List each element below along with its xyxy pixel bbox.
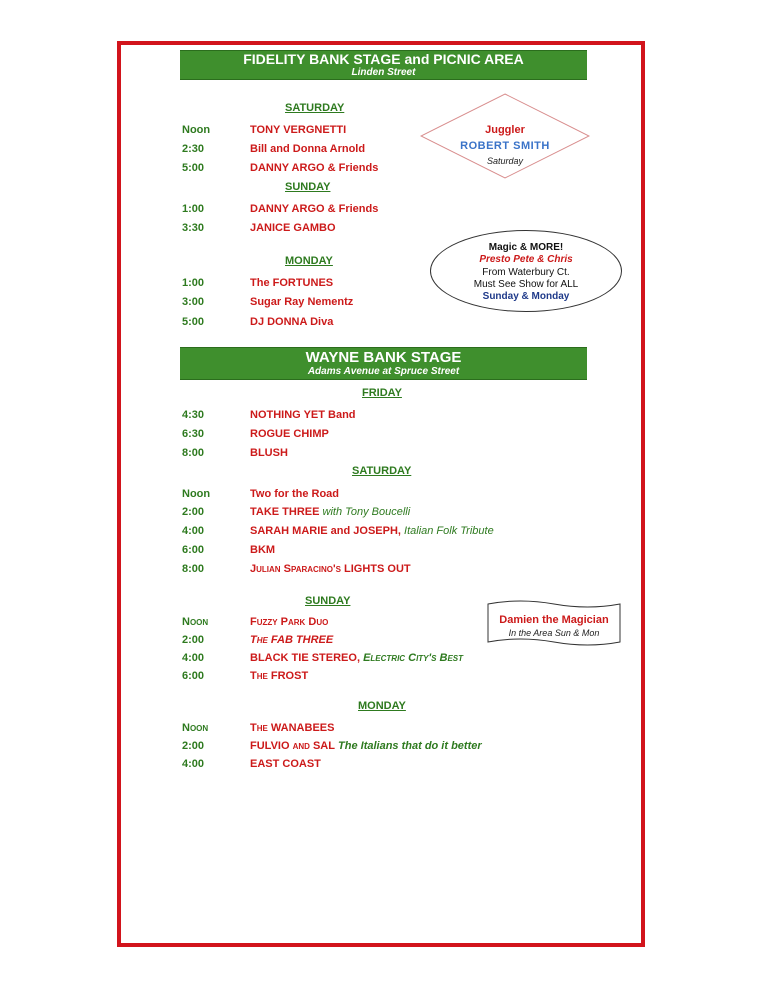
wayne-fri-time-3: 8:00	[182, 447, 205, 459]
magic-tagline: Must See Show for ALL	[473, 279, 579, 290]
wayne-sat-time-2: 2:00	[182, 506, 205, 518]
wayne-fri-time-1: 4:30	[182, 409, 205, 421]
fidelity-sat-act-1: TONY VERGNETTI	[250, 124, 347, 136]
wayne-sat-act-1: Two for the Road	[250, 488, 340, 500]
fidelity-sun-time-2: 3:30	[182, 222, 205, 234]
wayne-sun-act-2: The FAB THREE	[250, 634, 334, 646]
wayne-saturday-heading: SATURDAY	[352, 465, 412, 477]
wayne-sun-time-2: 2:00	[182, 634, 205, 646]
juggler-day: Saturday	[486, 156, 524, 166]
fidelity-monday-heading: MONDAY	[285, 255, 333, 267]
wayne-mon-act-2-note: The Italians that do it better	[334, 740, 482, 752]
magician-note: In the Area Sun & Mon	[508, 628, 600, 638]
fidelity-sunday-heading: SUNDAY	[285, 181, 331, 193]
fidelity-sun-act-1: DANNY ARGO & Friends	[250, 203, 379, 215]
fidelity-sat-time-2: 2:30	[182, 143, 205, 155]
fidelity-saturday-heading: SATURDAY	[285, 102, 345, 114]
fidelity-sat-time-1: Noon	[182, 124, 211, 136]
wayne-sun-time-4: 6:00	[182, 670, 205, 682]
wayne-sat-act-2	[250, 506, 410, 518]
fidelity-sun-act-2: JANICE GAMBO	[250, 222, 336, 234]
wayne-mon-time-3: 4:00	[182, 758, 205, 770]
wayne-sat-act-5: Julian Sparacino's LIGHTS OUT	[250, 563, 411, 575]
magic-days: Sunday & Monday	[482, 291, 570, 302]
wayne-sat-act-3-name: SARAH MARIE and JOSEPH,	[250, 525, 401, 537]
wayne-mon-act-3: EAST COAST	[250, 758, 321, 770]
fidelity-mon-time-2: 3:00	[182, 296, 205, 308]
magic-origin: From Waterbury Ct.	[482, 267, 570, 278]
wayne-mon-time-2: 2:00	[182, 740, 205, 752]
wayne-stage-subtitle: Adams Avenue at Spruce Street	[307, 365, 460, 377]
wayne-sat-act-2-name: TAKE THREE	[250, 506, 320, 518]
wayne-sun-act-1: Fuzzy Park Duo	[250, 616, 329, 628]
wayne-sat-time-4: 6:00	[182, 544, 205, 556]
wayne-sun-time-1: Noon	[182, 616, 209, 628]
wayne-fri-act-2: ROGUE CHIMP	[250, 428, 329, 440]
wayne-sat-time-3: 4:00	[182, 525, 205, 537]
wayne-sat-act-2-note: with Tony Boucelli	[319, 506, 411, 518]
wayne-fri-act-3: BLUSH	[250, 447, 288, 459]
wayne-sun-act-3-name: BLACK TIE STEREO,	[250, 652, 361, 664]
wayne-mon-time-1: Noon	[182, 722, 209, 734]
fidelity-stage-title: FIDELITY BANK STAGE and PICNIC AREA	[243, 51, 524, 67]
fidelity-mon-act-3: DJ DONNA Diva	[250, 316, 334, 328]
wayne-fri-act-1: NOTHING YET Band	[250, 409, 356, 421]
fidelity-sat-time-3: 5:00	[182, 162, 205, 174]
wayne-monday-heading: MONDAY	[358, 700, 406, 712]
wayne-fri-time-2: 6:30	[182, 428, 205, 440]
wayne-stage-title: WAYNE BANK STAGE	[305, 349, 462, 366]
magic-title: Magic & MORE!	[488, 242, 564, 253]
wayne-sat-time-1: Noon	[182, 488, 211, 500]
wayne-sat-act-3	[250, 525, 494, 537]
wayne-sunday-heading: SUNDAY	[305, 595, 351, 607]
magic-performers: Presto Pete & Chris	[479, 254, 573, 265]
wayne-sat-act-4: BKM	[250, 544, 276, 556]
fidelity-stage-subtitle: Linden Street	[351, 66, 416, 78]
wayne-mon-act-1: The WANABEES	[250, 722, 335, 734]
wayne-sat-act-3-note: Italian Folk Tribute	[400, 525, 494, 537]
fidelity-stage-banner	[180, 50, 587, 80]
juggler-label: Juggler	[485, 124, 525, 136]
fidelity-sat-act-2: Bill and Donna Arnold	[250, 143, 366, 155]
juggler-diamond-shape	[420, 93, 590, 179]
wayne-sun-act-3	[250, 652, 463, 664]
fidelity-mon-act-1: The FORTUNES	[250, 277, 334, 289]
juggler-name: ROBERT SMITH	[460, 140, 550, 152]
fidelity-mon-time-1: 1:00	[182, 277, 205, 289]
wayne-sun-time-3: 4:00	[182, 652, 205, 664]
fidelity-sat-act-3: DANNY ARGO & Friends	[250, 162, 379, 174]
wayne-sun-act-3-note: Electric City's Best	[360, 652, 464, 664]
fidelity-mon-time-3: 5:00	[182, 316, 205, 328]
wayne-mon-act-2	[250, 740, 482, 752]
fidelity-sun-time-1: 1:00	[182, 203, 205, 215]
wayne-stage-banner	[180, 347, 587, 380]
wayne-sun-act-4: The FROST	[250, 670, 309, 682]
fidelity-mon-act-2: Sugar Ray Nementz	[250, 296, 354, 308]
wayne-mon-act-2-name: FULVIO and SAL	[250, 740, 335, 752]
magician-name: Damien the Magician	[499, 614, 609, 626]
wayne-friday-heading: FRIDAY	[362, 387, 402, 399]
wayne-sat-time-5: 8:00	[182, 563, 205, 575]
